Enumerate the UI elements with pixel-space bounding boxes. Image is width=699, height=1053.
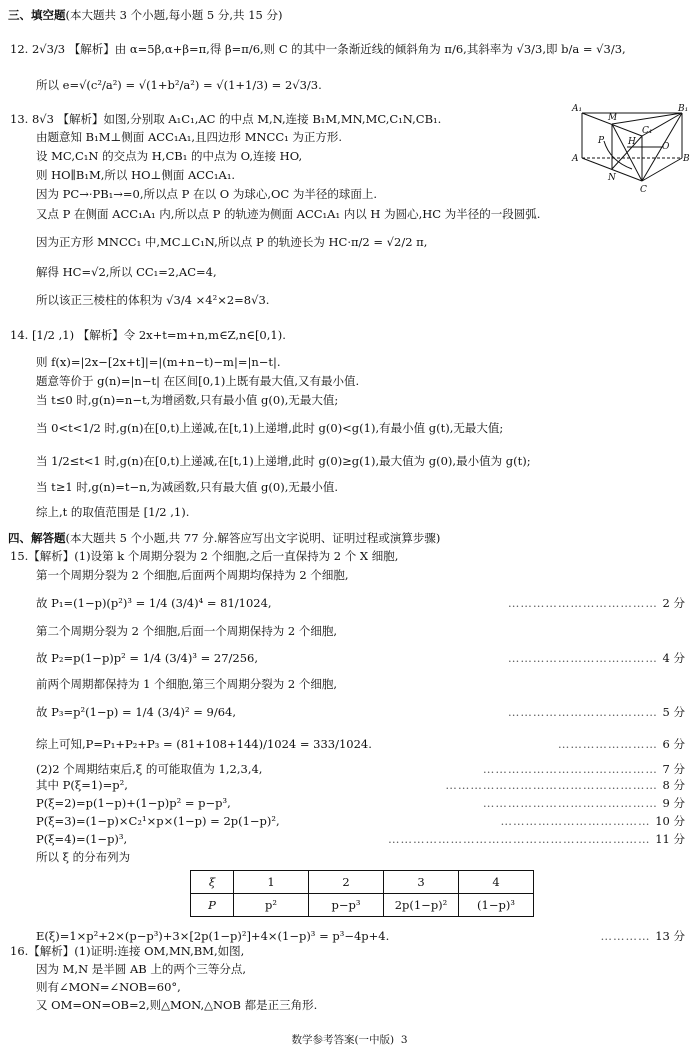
segment-c1n [612,136,642,169]
section4-title: 四、解答题 [8,531,66,545]
table-row [191,894,534,917]
q15-line: 故 P₁=(1−p)(p²)³ = 1/4 (3/4)⁴ = 81/1024, [36,596,272,610]
q14-line: 当 t≥1 时,g(n)=t−n,为减函数,只有最大值 g(0),无最小值. [36,480,339,494]
q15-line: 其中 P(ξ=1)=p², [36,778,128,792]
q13-line: 则 HO∥B₁M,所以 HO⊥侧面 ACC₁A₁. [36,168,236,182]
label-a: A [572,154,579,164]
score-label: ………… 13 分 [600,929,685,943]
edge-bc [642,158,682,181]
q14-line: 当 0<t<1/2 时,g(n)在[0,t)上递减,在[t,1)上递增,此时 g(0)<g(1),有最小值 g(t),无最大值; [36,421,504,435]
distribution-table [190,870,534,917]
q16-line: 则有∠MON=∠NOB=60°, [36,980,181,994]
section3-header [8,8,282,22]
table-cell: 4 [459,871,534,894]
q16-line: 又 OM=ON=OB=2,则△MON,△NOB 都是正三角形. [36,998,318,1012]
footer-title: 数学参考答案(一中版) [291,1034,395,1046]
q14-line: 当 1/2≤t<1 时,g(n)在[0,t)上递减,在[t,1)上递增,此时 g(0)≥g(1),最大值为 g(0),最小值为 g(t); [36,454,531,468]
label-b: B [683,154,690,164]
score-label: ……………………………… 5 分 [507,705,685,719]
section4-note: (本大题共 5 个小题,共 77 分.解答应写出文字说明、证明过程或演算步骤) [65,531,441,545]
score-label: ……………………………… 2 分 [507,596,685,610]
q15-line: 第一个周期分裂为 2 个细胞,后面两个周期均保持为 2 个细胞, [36,568,349,582]
score-label: …………………………………… 7 分 [482,762,685,776]
q15-expectation: E(ξ)=1×p²+2×(p−p³)+3×[2p(1−p)²]+4×(1−p)³ = p³−4p+4. [36,929,390,943]
score-label: …………………………………… 9 分 [482,796,685,810]
table-cell: p² [234,894,309,917]
q15-line: 故 P₂=p(1−p)p² = 1/4 (3/4)³ = 27/256, [36,651,259,665]
section3-title: 三、填空题 [8,8,66,22]
q14-line: 14. [1/2 ,1) 【解析】令 2x+t=m+n,m∈Z,n∈[0,1). [10,328,286,342]
label-m: M [608,113,618,123]
score-label: ……………………………… 4 分 [507,651,685,665]
q13-line: 又点 P 在侧面 ACC₁A₁ 内,所以点 P 的轨迹为侧面 ACC₁A₁ 内以 H 为圆心,HC 为半径的一段圆弧. [36,207,541,221]
q16-line: 因为 M,N 是半圆 AB 上的两个三等分点, [36,962,247,976]
q15-line: 故 P₃=p²(1−p) = 1/4 (3/4)² = 9/64, [36,705,237,719]
q12-line1: 12. 2√3/3 【解析】由 α=5β,α+β=π,得 β=π/6,则 C 的其中一条渐近线的倾斜角为 π/6,其斜率为 √3/3,即 b/a = √3/3, [10,42,626,56]
page-footer [0,1034,699,1047]
q13-line: 由题意知 B₁M⊥侧面 ACC₁A₁,且四边形 MNCC₁ 为正方形. [36,130,343,144]
section4-header [8,531,440,545]
score-label: …………………… 6 分 [557,737,685,751]
table-cell: (1−p)³ [459,894,534,917]
score-label: ……………………………………………………… 11 分 [388,832,685,846]
label-p: P [598,136,605,146]
q15-line: P(ξ=3)=(1−p)×C₂¹×p×(1−p) = 2p(1−p)², [36,814,280,828]
score-label: ……………………………… 10 分 [500,814,685,828]
q14-line: 综上,t 的取值范围是 [1/2 ,1). [36,505,190,519]
label-c: C [640,185,647,195]
q15-line: 综上可知,P=P₁+P₂+P₃ = (81+108+144)/1024 = 333/1024. [36,737,372,751]
label-a1: A₁ [572,104,583,114]
q13-line: 因为 PC→·PB₁→=0,所以点 P 在以 O 为球心,OC 为半径的球面上. [36,187,378,201]
table-cell: P [191,894,234,917]
table-row [191,871,534,894]
q13-line: 设 MC,C₁N 的交点为 H,CB₁ 的中点为 O,连接 HO, [36,149,303,163]
q15-line: 前两个周期都保持为 1 个细胞,第三个周期分裂为 2 个细胞, [36,677,338,691]
table-cell: ξ [191,871,234,894]
q15-line: 第二个周期分裂为 2 个细胞,后面一个周期保持为 2 个细胞, [36,624,338,638]
q15-line: P(ξ=4)=(1−p)³, [36,832,128,846]
q15-line: P(ξ=2)=p(1−p)+(1−p)p² = p−p³, [36,796,231,810]
table-cell: 2 [309,871,384,894]
q15-line: 15.【解析】(1)设第 k 个周期分裂为 2 个细胞,之后一直保持为 2 个 X 细胞, [10,549,399,563]
q14-line: 当 t≤0 时,g(n)=n−t,为增函数,只有最小值 g(0),无最大值; [36,393,339,407]
q13-line: 13. 8√3 【解析】如图,分别取 A₁C₁,AC 的中点 M,N,连接 B₁M,MN,MC,C₁N,CB₁. [10,112,442,126]
label-o: O [662,142,670,152]
q13-line: 解得 HC=√2,所以 CC₁=2,AC=4, [36,265,217,279]
section3-note: (本大题共 3 个小题,每小题 5 分,共 15 分) [65,8,283,22]
table-cell: 3 [384,871,459,894]
q13-line: 因为正方形 MNCC₁ 中,MC⊥C₁N,所以点 P 的轨迹长为 HC·π/2 = √2/2 π, [36,235,428,249]
label-n: N [608,173,616,183]
table-cell: p−p³ [309,894,384,917]
q14-line: 则 f(x)=|2x−[2x+t]|=|(m+n−t)−m|=|n−t|. [36,355,281,369]
table-cell: 2p(1−p)² [384,894,459,917]
q13-line: 所以该正三棱柱的体积为 √3/4 ×4²×2=8√3. [36,293,270,307]
page-number: 3 [400,1034,408,1046]
q15-line: 所以 ξ 的分布列为 [36,850,131,864]
q14-line: 题意等价于 g(n)=|n−t| 在区间[0,1)上既有最大值,又有最小值. [36,374,360,388]
label-h: H [628,137,636,147]
label-c1: C₁ [642,126,653,136]
q16-line: 16.【解析】(1)证明:连接 OM,MN,BM,如图, [10,944,245,958]
score-label: …………………………………………… 8 分 [445,778,685,792]
q15-line: (2)2 个周期结束后,ξ 的可能取值为 1,2,3,4, [36,762,263,776]
q12-line2: 所以 e=√(c²/a²) = √(1+b²/a²) = √(1+1/3) = 2√3/3. [36,78,322,92]
prism-figure [570,103,690,195]
label-b1: B₁ [678,104,689,114]
table-cell: 1 [234,871,309,894]
